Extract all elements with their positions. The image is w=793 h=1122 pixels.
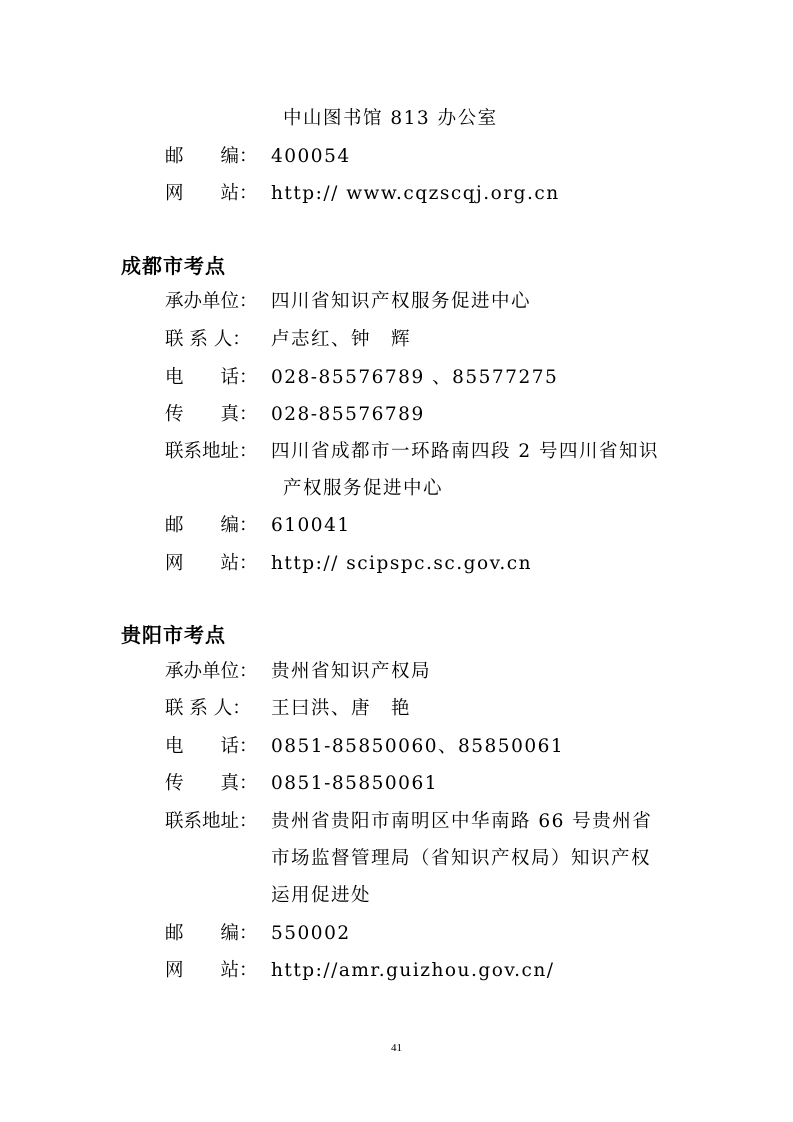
guiyang-website: http://amr.guizhou.gov.cn/ — [271, 960, 555, 981]
chengdu-fax: 028-85576789 — [271, 404, 425, 425]
guiyang-org: 贵州省知识产权局 — [271, 661, 432, 682]
guiyang-fax-label: 传 真： — [165, 773, 258, 794]
guiyang-org-label: 承办单位： — [165, 661, 258, 682]
guiyang-postcode-label: 邮 编： — [165, 923, 258, 944]
chengdu-phone-label: 电 话： — [165, 367, 258, 388]
guiyang-phone: 0851-85850060、85850061 — [271, 736, 565, 757]
chengdu-org: 四川省知识产权服务促进中心 — [271, 291, 532, 312]
guiyang-section-title: 贵阳市考点 — [121, 623, 226, 647]
guiyang-address-line2: 市场监督管理局（省知识产权局）知识产权 — [271, 848, 652, 869]
guiyang-address-line3: 运用促进处 — [271, 885, 372, 906]
guiyang-contact: 王曰洪、唐 艳 — [271, 698, 412, 719]
chengdu-fax-label: 传 真： — [165, 404, 258, 425]
chongqing-postcode: 400054 — [271, 146, 351, 167]
chengdu-address-label: 联系地址： — [165, 441, 258, 462]
guiyang-website-label: 网 站： — [165, 960, 258, 981]
chengdu-postcode-label: 邮 编： — [165, 515, 258, 536]
guiyang-postcode: 550002 — [271, 923, 351, 944]
chengdu-contact-label: 联 系 人： — [165, 329, 251, 350]
chengdu-address-line2: 产权服务促进中心 — [283, 478, 444, 499]
chongqing-address-continuation: 中山图书馆 813 办公室 — [283, 108, 498, 129]
chengdu-org-label: 承办单位： — [165, 291, 258, 312]
chongqing-postcode-label: 邮 编： — [165, 146, 258, 167]
chengdu-phone: 028-85576789 、85577275 — [271, 367, 559, 388]
chongqing-website-label: 网 站： — [165, 183, 258, 204]
chongqing-website: http:// www.cqzscqj.org.cn — [271, 183, 560, 204]
guiyang-contact-label: 联 系 人： — [165, 698, 251, 719]
guiyang-address-label: 联系地址： — [165, 811, 258, 832]
chengdu-website: http:// scipspc.sc.gov.cn — [271, 553, 533, 574]
chengdu-postcode: 610041 — [271, 515, 351, 536]
guiyang-address-line1: 贵州省贵阳市南明区中华南路 66 号贵州省 — [271, 811, 653, 832]
chengdu-section-title: 成都市考点 — [121, 254, 226, 278]
page-number: 41 — [391, 1042, 402, 1054]
guiyang-fax: 0851-85850061 — [271, 773, 438, 794]
chengdu-address-line1: 四川省成都市一环路南四段 2 号四川省知识 — [271, 441, 660, 462]
chengdu-contact: 卢志红、钟 辉 — [271, 329, 412, 350]
guiyang-phone-label: 电 话： — [165, 736, 258, 757]
chengdu-website-label: 网 站： — [165, 553, 258, 574]
